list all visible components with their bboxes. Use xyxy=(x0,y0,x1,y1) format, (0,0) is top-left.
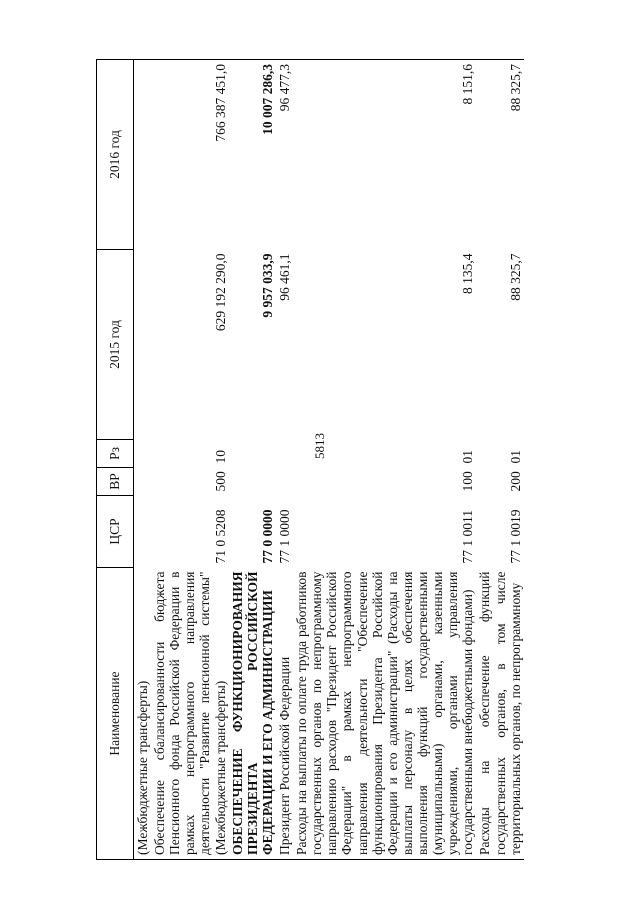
row-2016: 10 007 286,3 xyxy=(229,60,276,250)
budget-table xyxy=(96,59,524,860)
row-csr: 77 1 0000 xyxy=(276,509,292,564)
row-csr: 77 1 0011 xyxy=(460,510,476,564)
row-2015: 629 192 290,0 xyxy=(212,253,228,332)
row-2016: 96 477,3 xyxy=(276,60,293,250)
row-2015: 9 957 033,9 xyxy=(259,253,275,318)
row-rz xyxy=(134,440,152,468)
row-csr: 77 1 0019 xyxy=(507,509,523,564)
row-rz: 01 xyxy=(460,450,476,464)
rotated-table-area xyxy=(96,60,616,860)
row-name: Президент Российской Федерации xyxy=(276,568,293,860)
row-csr: 71 0 5208 xyxy=(212,509,228,564)
table-row xyxy=(134,60,152,860)
row-name: Обеспечение сбалансированности бюджета Пенсионного фонда Российской Федерации в рамках непрограммного направления деятельности "Развитие пенсионной системы" (Межбюджетные трансферты) xyxy=(151,568,229,860)
row-vr xyxy=(276,468,293,496)
row-rz xyxy=(276,440,293,468)
row-2016: 88 325,7 xyxy=(476,60,523,250)
row-2016 xyxy=(134,60,152,250)
row-csr: 77 0 0000 xyxy=(259,509,275,564)
header-rz: Рз xyxy=(97,440,134,468)
row-vr xyxy=(134,468,152,496)
row-vr xyxy=(229,468,276,496)
row-2015: 96 461,1 xyxy=(276,253,292,301)
table-row xyxy=(151,60,229,860)
page-number: 5813 xyxy=(312,433,327,459)
row-2015: 88 325,7 xyxy=(507,253,523,301)
header-vr: ВР xyxy=(97,468,134,496)
header-name: Наименование xyxy=(97,568,134,860)
header-csr: ЦСР xyxy=(97,496,134,568)
table-row xyxy=(476,60,523,860)
row-name: Расходы на обеспечение функций государственных органов, в том числе территориальных органов, по непрограммному xyxy=(476,568,523,860)
row-name: ОБЕСПЕЧЕНИЕ ФУНКЦИОНИРОВАНИЯ ПРЕЗИДЕНТА РОССИЙСКОЙ ФЕДЕРАЦИИ И ЕГО АДМИНИСТРАЦИИ xyxy=(229,568,276,860)
table-row xyxy=(276,60,293,860)
header-2015: 2015 год xyxy=(97,250,134,440)
row-2015: 8 135,4 xyxy=(460,253,476,294)
row-name: (Межбюджетные трансферты) xyxy=(134,568,152,860)
row-2016: 766 387 451,0 xyxy=(151,60,229,250)
header-row xyxy=(97,60,134,860)
row-csr xyxy=(134,496,152,568)
row-rz xyxy=(229,440,276,468)
row-vr: 500 xyxy=(212,471,228,492)
header-2016: 2016 год xyxy=(97,60,134,250)
table-row xyxy=(293,60,476,860)
row-vr: 100 xyxy=(460,471,476,492)
table-row xyxy=(229,60,276,860)
row-vr: 200 xyxy=(507,471,523,492)
row-2015 xyxy=(134,250,152,440)
row-2016: 8 151,6 xyxy=(293,60,476,250)
row-rz: 10 xyxy=(212,450,228,464)
row-name: Расходы на выплаты по оплате труда работников государственных органов по непрограммному направлению расходов "Президент Российской Федерации" в рамках непрограммного направления деятельности "Обеспечение функционирования Президента Российской Федерации и его администрации" (Расходы на выплаты персоналу в целях обеспечения выполнения функций государственными (муниципальными) органами, казенными учреждениями, органами управления государственными внебюджетными фондами) xyxy=(293,568,476,860)
row-rz: 01 xyxy=(507,450,523,464)
